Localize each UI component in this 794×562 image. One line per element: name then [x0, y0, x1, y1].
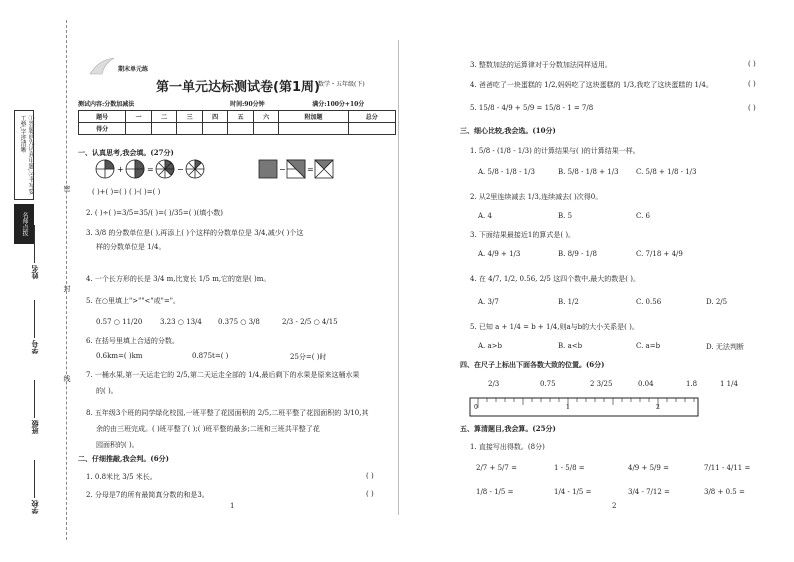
choice-5-option-a[interactable]: A. a>b [478, 342, 503, 350]
q1-circle-figures [95, 158, 245, 180]
score-table [78, 110, 396, 135]
number-ruler[interactable] [470, 398, 700, 418]
calc-7[interactable]: 3/4 - 7/12 = [628, 488, 670, 496]
choice-5-option-d[interactable]: D. 无法判断 [706, 343, 744, 351]
calc-5[interactable]: 1/8 - 1/5 = [476, 488, 514, 496]
judge-3-answer[interactable]: ( ) [748, 60, 756, 68]
choice-1-option-c[interactable]: C. 5/8 + 1/8 - 1/3 [636, 168, 697, 176]
q2: 2. ( )÷( )=3/5=35/( )=( )/35=( )(填小数) [86, 209, 223, 217]
test-score: 满分:100分+10分 [312, 101, 365, 108]
svg-text:=: = [307, 165, 314, 174]
svg-text:−: − [177, 165, 184, 174]
q3-line-2: 样的分数单位是 1/4。 [96, 243, 166, 251]
choice-2-option-b[interactable]: B. 5 [558, 212, 573, 220]
choice-3-option-c[interactable]: C. 7/18 + 4/9 [636, 250, 683, 258]
calc-3[interactable]: 4/9 + 5/9 = [628, 464, 669, 472]
judge-5: 5. 15/8 - 4/9 + 5/9 = 15/8 - 1 = 7/8 [470, 104, 594, 112]
class-field[interactable]: 班级 [30, 380, 40, 434]
q5-item-2[interactable]: 3.23 ○ 13/4 [160, 318, 202, 326]
q6-item-3[interactable]: 25分=( )时 [290, 353, 327, 361]
choice-5-option-b[interactable]: B. a<b [558, 342, 583, 350]
q6: 6. 在括号里填上合适的分数。 [86, 337, 179, 345]
q7-line-2: 的( )。 [96, 387, 118, 395]
q1-answer-row[interactable]: ( )+( )=( ) ( )-( )=( ) [92, 188, 161, 196]
q6-item-1[interactable]: 0.6km=( )km [96, 352, 143, 360]
ruler-tick-1: 1 [566, 404, 570, 411]
judge-5-answer[interactable]: ( ) [748, 104, 756, 112]
q8-line-1: 8. 五年级3个班的同学绿化校园,一班平整了花园面积的 2/5,二班平整了花园面积的 3/10,其 [86, 409, 369, 417]
score-table-header-row: 题号 一 二 三 四 五 六 附加题 总分 [79, 111, 396, 123]
ruler-number-1: 2/3 [488, 380, 500, 388]
choice-2: 2. 从2里连续减去 1/3,连续减去( )次得0。 [470, 193, 603, 201]
seal-char-1: 密 [63, 185, 71, 192]
judge-1-answer[interactable]: ( ) [366, 472, 374, 480]
svg-text:+: + [117, 165, 124, 174]
choice-4-option-c[interactable]: C. 0.56 [636, 298, 662, 306]
seal-char-3: 线 [63, 375, 71, 382]
section-3-title: 三、细心比较,我会选。(10分) [460, 126, 556, 135]
binding-strip [0, 0, 70, 562]
score-table-score-row: 得分 [79, 123, 396, 135]
choice-4-option-a[interactable]: A. 3/7 [478, 298, 499, 306]
column-divider [398, 40, 399, 515]
q5-item-4[interactable]: 2/3 - 2/5 ○ 4/15 [282, 318, 338, 326]
page-number-1: 1 [230, 502, 235, 510]
choice-3-option-b[interactable]: B. 8/9 - 1/8 [558, 250, 597, 258]
choice-2-option-a[interactable]: A. 4 [478, 212, 492, 220]
q1-square-figures [258, 158, 338, 180]
subject-label: 数学・五年级(下) [318, 81, 365, 88]
q5-item-1[interactable]: 0.57 ○ 11/20 [96, 318, 143, 326]
test-content: 测试内容:分数加减法 [78, 101, 135, 108]
choice-5-option-c[interactable]: C. a=b [636, 342, 661, 350]
q3-line-1: 3. 3/8 的分数单位是( ),再添上( )个这样的分数单位是 3/4,减少( )个这 [86, 229, 304, 237]
binding-dash-line [66, 20, 67, 540]
section-1-title: 一、认真思考,我会填。(27分) [78, 148, 174, 157]
ruler-tick-2: 2 [656, 404, 660, 411]
q8-line-3: 园面积的( )。 [96, 441, 139, 449]
calc-4[interactable]: 7/11 - 4/11 = [704, 464, 751, 472]
tip-tag: 名师点拨 [14, 204, 34, 244]
test-meta [78, 99, 396, 108]
page-number-2: 2 [612, 502, 617, 510]
test-time: 时间:90分钟 [230, 101, 265, 108]
svg-text:=: = [147, 165, 154, 174]
ruler-number-3: 2 3/25 [590, 380, 613, 388]
school-field[interactable]: 学校 [30, 460, 40, 514]
section-2-title: 二、仔细推敲,我会判。(6分) [78, 454, 169, 463]
choice-2-option-c[interactable]: C. 6 [636, 212, 651, 220]
ruler-number-2: 0.75 [540, 380, 556, 388]
section-4-title: 四、在尺子上标出下面各数大致的位置。(6分) [460, 360, 605, 369]
ruler-number-5: 1.8 [686, 380, 698, 388]
choice-5: 5. 已知 a + 1/4 = b + 1/4,则a与b的大小关系是( )。 [470, 323, 639, 331]
choice-4-option-b[interactable]: B. 1/2 [558, 298, 579, 306]
choice-4-option-d[interactable]: D. 2/5 [706, 298, 728, 306]
choice-3: 3. 下面结果最接近1的算式是( )。 [470, 231, 576, 239]
calc-8[interactable]: 3/8 + 0.5 = [704, 488, 745, 496]
calc-1[interactable]: 2/7 + 5/7 = [476, 464, 517, 472]
section-5-title: 五、算清题目,我会算。(25分) [460, 424, 556, 433]
bird-logo-icon [88, 56, 118, 78]
judge-1: 1. 0.8米比 3/5 米长。 [86, 473, 157, 481]
choice-1: 1. 5/8 - (1/8 - 1/3) 的计算结果与( )的计算结果一样。 [470, 147, 640, 155]
calc-2[interactable]: 1 - 5/8 = [554, 464, 585, 472]
judge-3: 3. 整数加法的运算律对于分数加法同样适用。 [470, 61, 612, 69]
choice-1-option-b[interactable]: B. 5/8 - 1/8 + 1/3 [558, 168, 619, 176]
q8-line-2: 余的由三班完成。( )班平整了( );( )班平整的最多;二班和三班共平整了花 [96, 425, 320, 433]
svg-text:−: − [279, 165, 286, 174]
ruler-tick-0: 0 [474, 404, 478, 411]
calc-subtitle: 1. 直接写出得数。(8分) [470, 443, 545, 451]
judge-2: 2. 分母是7的所有最简真分数的和是3。 [86, 491, 209, 499]
q5: 5. 在○里填上">""<"或"="。 [86, 297, 180, 305]
q4: 4. 一个长方形的长是 3/4 m,比宽长 1/5 m,它的宽是( )m。 [86, 275, 271, 283]
q7-line-1: 7. 一桶水果,第一天运走它的 2/5,第二天运走全部的 1/4,最后剩下的水果是原来这桶水果 [86, 371, 360, 379]
q5-item-3[interactable]: 0.375 ○ 3/8 [218, 318, 260, 326]
ruler-number-4: 0.04 [638, 380, 654, 388]
choice-3-option-a[interactable]: A. 4/9 + 1/3 [478, 250, 521, 258]
brand-label: 期末单元练 [118, 66, 149, 73]
judge-2-answer[interactable]: ( ) [366, 490, 374, 498]
judge-4-answer[interactable]: ( ) [748, 80, 756, 88]
judge-4: 4. 爸爸吃了一块蛋糕的 1/2,妈妈吃了这块蛋糕的 1/3,我吃了这块蛋糕的 1/4。 [470, 81, 713, 89]
seal-char-2: 封 [63, 285, 71, 292]
calc-6[interactable]: 1/4 - 1/5 = [554, 488, 592, 496]
choice-4: 4. 在 4/7, 1/2, 0.56, 2/5 这四个数中,最大的数是( )。 [470, 275, 640, 283]
student-number-field[interactable]: 学号 [30, 300, 40, 354]
q6-item-2[interactable]: 0.875t=( ) [192, 352, 229, 360]
choice-1-option-a[interactable]: A. 5/8 - 1/8 - 1/3 [478, 168, 535, 176]
ruler-number-6: 1 1/4 [720, 380, 738, 388]
notice-box: ①答题前先认真审题,②书写要工整,字迹清晰 [14, 110, 34, 200]
page-title: 第一单元达标测试卷(第1周) [156, 80, 320, 95]
name-field[interactable]: 姓名 [30, 225, 40, 279]
